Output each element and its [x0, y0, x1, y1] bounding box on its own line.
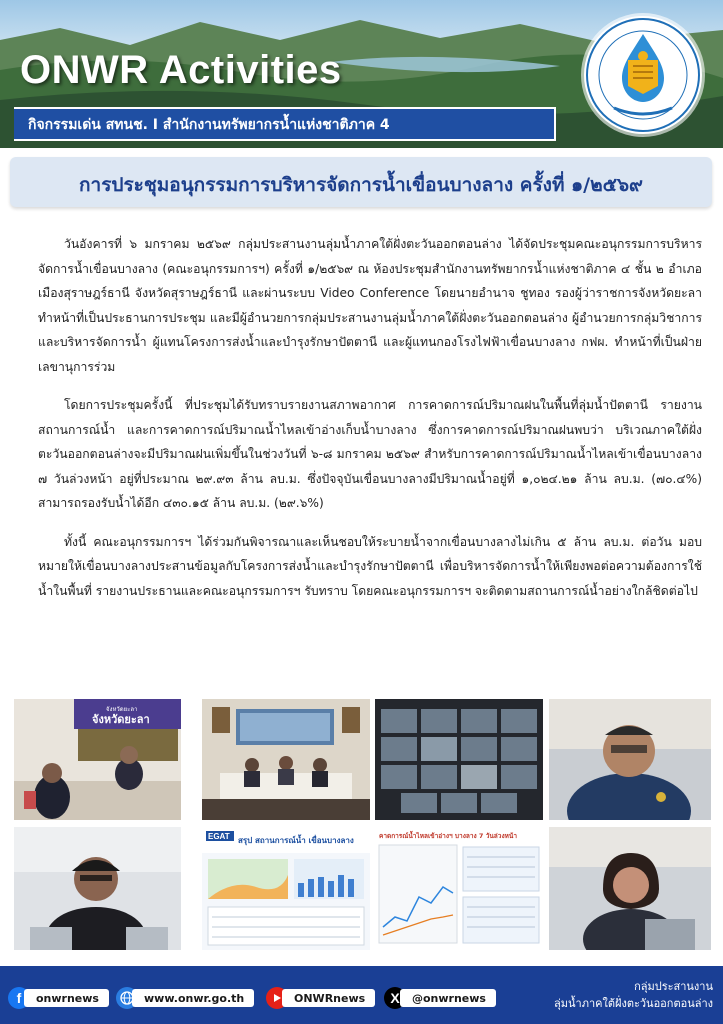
headline-text: การประชุมอนุกรรมการบริหารจัดการน้ำเขื่อนบางลาง ครั้งที่ ๑/๒๕๖๙ [79, 174, 643, 196]
website-link[interactable] [116, 987, 254, 1009]
youtube-handle: ONWRnews [282, 989, 375, 1007]
inflow-forecast-slide [375, 827, 543, 950]
presenter-photo-2 [549, 827, 711, 950]
subtitle-text: กิจกรรมเด่น สทนช. I สำนักงานทรัพยากรน้ำแห่งชาติภาค 4 [28, 117, 390, 133]
x-link[interactable] [384, 987, 496, 1009]
facebook-link[interactable] [8, 987, 109, 1009]
youtube-link[interactable] [266, 987, 375, 1009]
onwr-logo-icon [584, 16, 702, 134]
paragraph-2: โดยการประชุมครั้งนี้ ที่ประชุมได้รับทราบรายงานสภาพอากาศ การคาดการณ์ปริมาณฝนในพื้นที่ลุ่มน้ำปัตตานี รายงานสถานการณ์น้ำ และการคาดการณ์ปริมาณน้ำไหลเข้าอ่างเก็บน้ำบางลาง ซึ่งการคาดการณ์ปริมาณฝนพบว่า บริเวณภาคใต้ฝั่งตะวันออกตอนล่างจะมีปริมาณฝนเพิ่มขึ้นในช่วงวันที่ ๖-๘ มกราคม ๒๕๖๙ สำหรับการคาดการณ์ปริมาณน้ำไหลเข้าเขื่อนบางลาง ๗ วันล่วงหน้า อยู่ที่ประมาณ ๒๙.๙๓ ล้าน ลบ.ม. ซึ่งปัจจุบันเขื่อนบางลางมีปริมาณน้ำอยู่ที่ ๑,๐๒๔.๒๑ ล้าน ลบ.ม. (๗๐.๔%) สามารถรองรับน้ำได้อีก ๔๓๐.๑๕ ล้าน ลบ.ม. (๒๙.๖%) [38, 398, 702, 510]
paragraph-container [38, 232, 702, 603]
egat-label: EGAT [208, 832, 230, 841]
article-body [38, 232, 702, 617]
facebook-handle: onwrnews [24, 989, 109, 1007]
page-title: ONWR Activities [20, 48, 342, 92]
paragraph-1: วันอังคารที่ ๖ มกราคม ๒๕๖๙ กลุ่มประสานงานลุ่มน้ำภาคใต้ฝั่งตะวันออกตอนล่าง ได้จัดประชุมคณะอนุกรรมการบริหารจัดการน้ำเขื่อนบางลาง (คณะอนุกรรมการฯ) ครั้งที่ ๑/๒๕๖๙ ณ ห้องประชุมสำนักงานทรัพยากรน้ำแห่งชาติภาค ๔ ชั้น ๒ อำเภอเมืองสุราษฎร์ธานี จังหวัดสุราษฎร์ธานี และผ่านระบบ Video Conference โดยนายอำนาจ ชูทอง รองผู้ว่าราชการจังหวัดยะลา ทำหน้าที่เป็นประธานการประชุม และมีผู้อำนวยการกลุ่มประสานงานลุ่มน้ำภาคใต้ฝั่งตะวันออกตอนล่าง ผู้อำนวยการกลุ่มวิชาการและบริหารจัดการน้ำ ผู้แทนโครงการส่งน้ำและบำรุงรักษาปัตตานี และผู้แทนกองโรงไฟฟ้าเขื่อนบางลาง กฟผ. ทำหน้าที่เป็นฝ่ายเลขานุการร่วม [38, 237, 702, 374]
x-handle: @onwrnews [400, 989, 496, 1007]
facebook-icon: f [8, 987, 30, 1009]
paragraph-3: ทั้งนี้ คณะอนุกรรมการฯ ได้ร่วมกันพิจารณาและเห็นชอบให้ระบายน้ำจากเขื่อนบางลางไม่เกิน ๕ ล้าน ลบ.ม. ต่อวัน มอบหมายให้เขื่อนบางลางประสานข้อมูลกับโครงการส่งน้ำและบำรุงรักษาปัตตานี เพื่อบริหารจัดการน้ำให้เพียงพอต่อความต้องการใช้น้ำในพื้นที่ รายงานประธานและคณะอนุกรรมการฯ รับทราบ โดยคณะอนุกรรมการฯ จะติดตามสถานการณ์น้ำอย่างใกล้ชิดต่อไป [38, 534, 702, 598]
egat-slide-title: สรุป สถานการณ์น้ำ เขื่อนบางลาง [238, 836, 354, 845]
subtitle-bar [14, 107, 556, 141]
forecast-slide-title: คาดการณ์น้ำไหลเข้าอ่างฯ บางลาง 7 วันล่วงหน้า [379, 832, 517, 840]
sign-text: จังหวัดยะลา [92, 713, 150, 726]
header-banner [0, 0, 723, 148]
website-url: www.onwr.go.th [132, 989, 254, 1007]
footer [0, 966, 723, 1024]
footer-org-line1: กลุ่มประสานงาน [634, 980, 713, 993]
headline-banner [10, 157, 712, 207]
footer-org-line2: ลุ่มน้ำภาคใต้ฝั่งตะวันออกตอนล่าง [554, 997, 713, 1010]
x-icon: X [384, 987, 406, 1009]
participant-photo [14, 827, 181, 950]
meeting-photo-2 [202, 699, 370, 820]
meeting-photo-1 [14, 699, 181, 820]
presenter-photo-1 [549, 699, 711, 820]
sign-small-text: จังหวัดยะลา [106, 706, 138, 713]
footer-organization [554, 978, 713, 1012]
egat-summary-slide [202, 827, 370, 950]
video-conference-photo [375, 699, 543, 820]
